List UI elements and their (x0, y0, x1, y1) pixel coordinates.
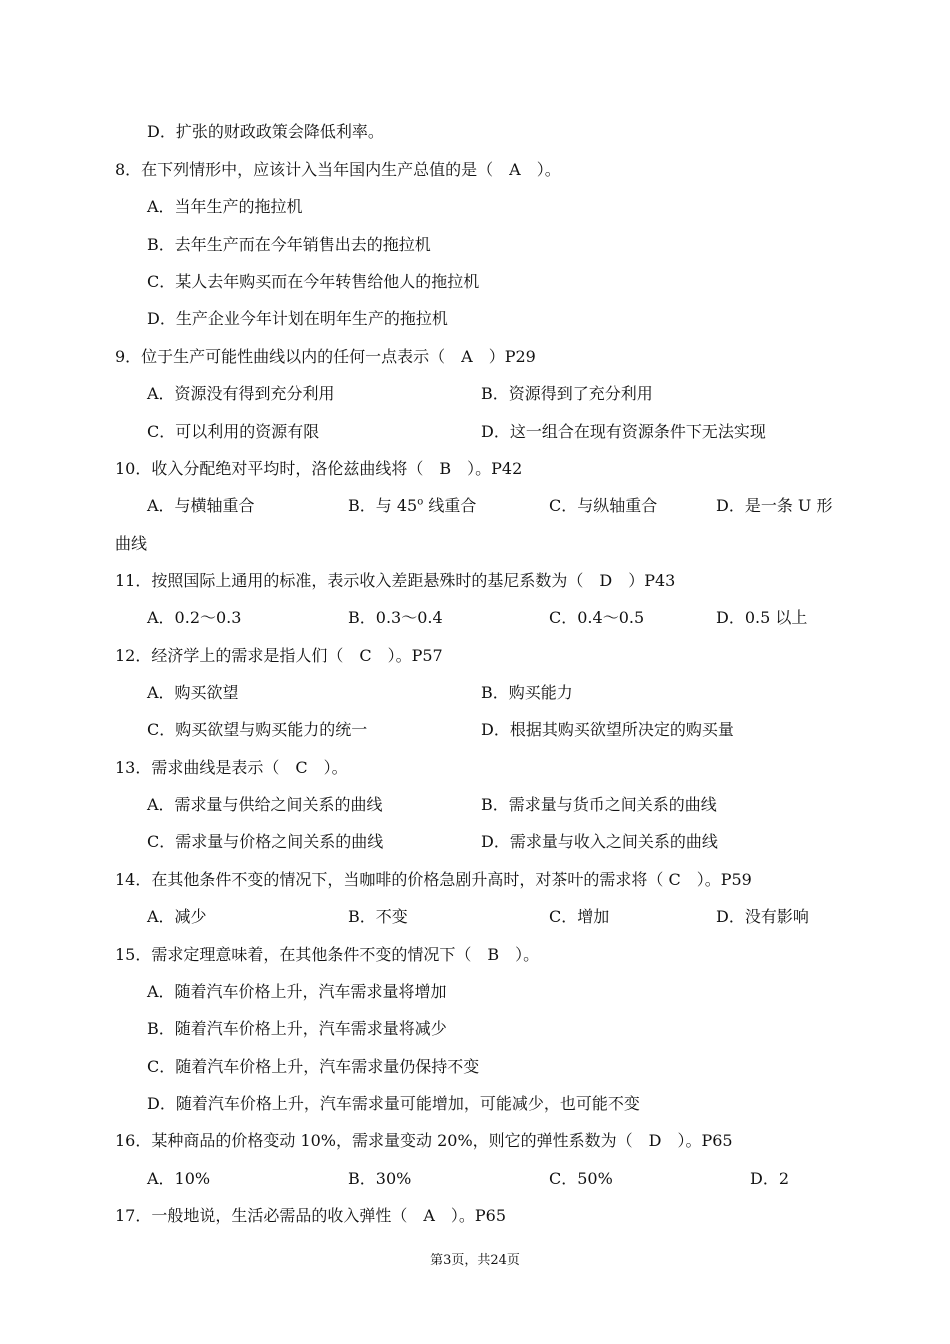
q11-question: 11．按照国际上通用的标准，表示收入差距悬殊时的基尼系数为（ D ）P43 (115, 571, 676, 590)
q14-option-a: A．减少 (147, 907, 207, 926)
q15-question: 15．需求定理意味着，在其他条件不变的情况下（ B ）。 (115, 945, 540, 964)
q7-option-d: D．扩张的财政政策会降低利率。 (147, 122, 384, 141)
q10-option-c: C．与纵轴重合 (549, 496, 658, 515)
q16-option-d: D．2 (750, 1169, 790, 1188)
q15-option-c: C．随着汽车价格上升，汽车需求量仍保持不变 (147, 1057, 480, 1076)
q16-option-c: C．50% (549, 1169, 613, 1188)
q9-question: 9．位于生产可能性曲线以内的任何一点表示（ A ）P29 (115, 347, 536, 366)
q13-option-b: B．需求量与货币之间关系的曲线 (481, 795, 717, 814)
q8-option-b: B．去年生产而在今年销售出去的拖拉机 (147, 235, 431, 254)
q14-option-b: B．不变 (348, 907, 408, 926)
q16-question: 16．某种商品的价格变动 10%，需求量变动 20%，则它的弹性系数为（ D ）。P65 (115, 1131, 733, 1150)
degree-superscript: o (417, 496, 424, 508)
q10-question: 10．收入分配绝对平均时，洛伦兹曲线将（ B ）。P42 (115, 459, 523, 478)
q9-option-d: D．这一组合在现有资源条件下无法实现 (481, 422, 766, 441)
q13-question: 13．需求曲线是表示（ C ）。 (115, 758, 348, 777)
q16-option-a: A．10% (147, 1169, 211, 1188)
q12-option-b: B．购买能力 (481, 683, 573, 702)
q14-question: 14．在其他条件不变的情况下，当咖啡的价格急剧升高时，对茶叶的需求将（ C ）。P59 (115, 870, 752, 889)
q13-option-d: D．需求量与收入之间关系的曲线 (481, 832, 718, 851)
q15-option-a: A．随着汽车价格上升，汽车需求量将增加 (147, 982, 447, 1001)
q10-option-b-text: B．与 45 (348, 496, 418, 515)
q14-option-d: D．没有影响 (716, 907, 809, 926)
q9-option-c: C．可以利用的资源有限 (147, 422, 320, 441)
q10-option-b (348, 496, 476, 516)
q10-option-d: D．是一条 U 形 (716, 496, 833, 515)
q17-question: 17．一般地说，生活必需品的收入弹性（ A ）。P65 (115, 1206, 507, 1225)
q8-question: 8．在下列情形中，应该计入当年国内生产总值的是（ A ）。 (115, 160, 561, 179)
q11-option-d: D．0.5 以上 (716, 608, 808, 627)
q10-option-a: A．与横轴重合 (147, 496, 255, 515)
q9-option-b: B．资源得到了充分利用 (481, 384, 653, 403)
q15-option-b: B．随着汽车价格上升，汽车需求量将减少 (147, 1019, 447, 1038)
q9-option-a: A．资源没有得到充分利用 (147, 384, 335, 403)
q14-option-c: C．增加 (549, 907, 610, 926)
q12-option-c: C．购买欲望与购买能力的统一 (147, 720, 368, 739)
page-footer: 第3页，共24页 (430, 1253, 520, 1268)
q11-option-c: C．0.4～0.5 (549, 608, 645, 627)
q12-option-a: A．购买欲望 (147, 683, 239, 702)
q11-option-a: A．0.2～0.3 (147, 608, 242, 627)
q12-question: 12．经济学上的需求是指人们（ C ）。P57 (115, 646, 443, 665)
q8-option-c: C．某人去年购买而在今年转售给他人的拖拉机 (147, 272, 480, 291)
q10-option-b-suffix: 线重合 (423, 496, 477, 515)
q8-option-d: D．生产企业今年计划在明年生产的拖拉机 (147, 309, 448, 328)
q15-option-d: D．随着汽车价格上升，汽车需求量可能增加，可能减少，也可能不变 (147, 1094, 640, 1113)
q10-option-d-wrap: 曲线 (115, 534, 148, 553)
q11-option-b: B．0.3～0.4 (348, 608, 443, 627)
q8-option-a: A．当年生产的拖拉机 (147, 197, 303, 216)
q12-option-d: D．根据其购买欲望所决定的购买量 (481, 720, 734, 739)
q13-option-c: C．需求量与价格之间关系的曲线 (147, 832, 384, 851)
q13-option-a: A．需求量与供给之间关系的曲线 (147, 795, 383, 814)
q16-option-b: B．30% (348, 1169, 412, 1188)
